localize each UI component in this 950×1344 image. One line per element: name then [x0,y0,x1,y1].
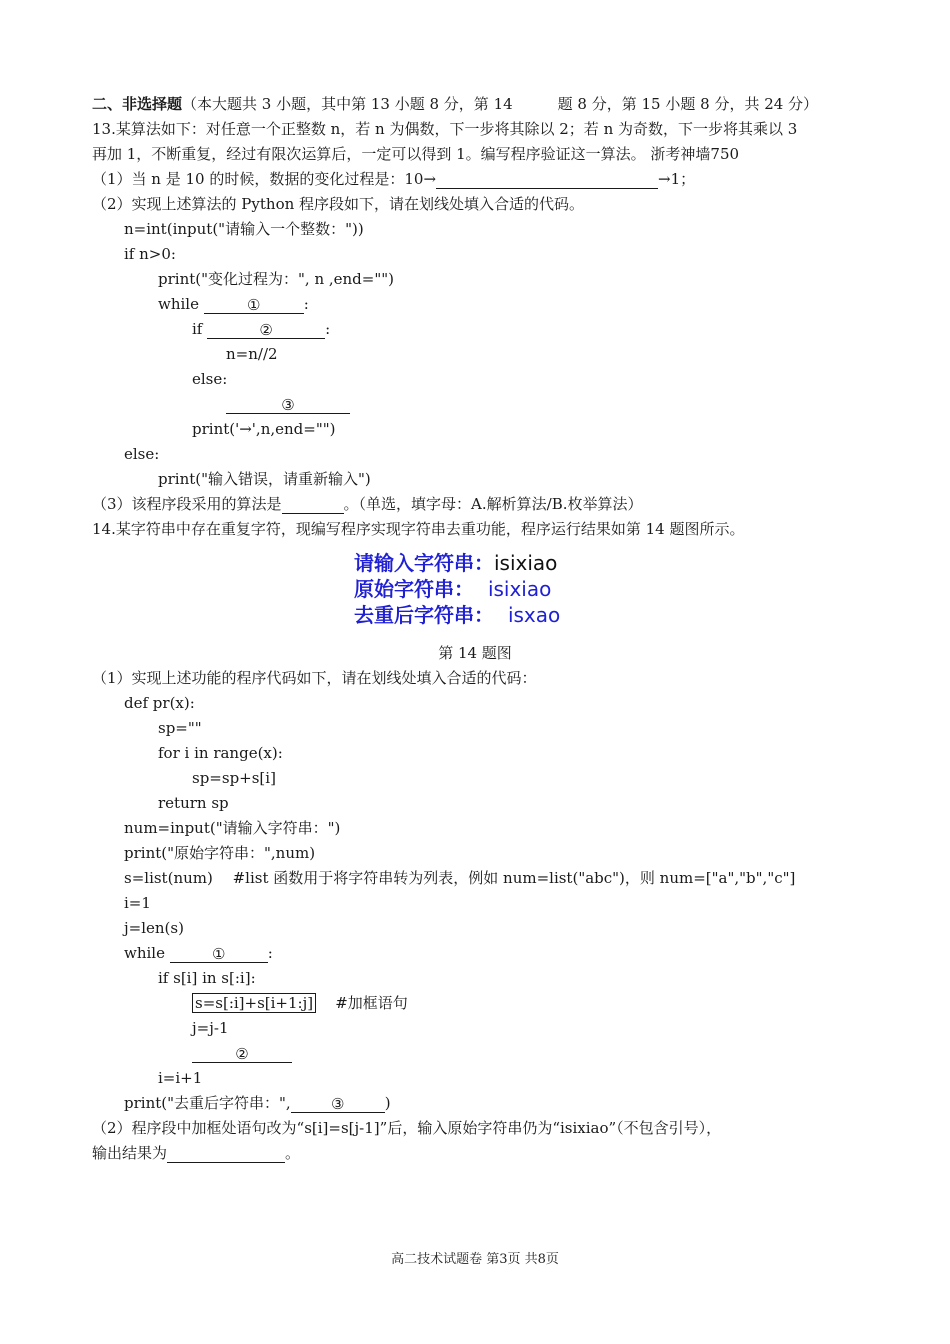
q14-part2-line1: （2）程序段中加框处语句改为“s[i]=s[j-1]”后，输入原始字符串仍为“isixiao”（不包含引号）， [92,1119,722,1137]
q13-code-line: else: [124,445,160,463]
q14-code-line: j=len(s) [124,919,184,937]
q13-code-line: else: [192,370,228,388]
q14-code-boxed-line [192,993,408,1013]
q13-blank-2[interactable]: ② [207,320,325,339]
q13-code-line: if n>0: [124,245,176,263]
q14-code-line: sp=sp+s[i] [192,769,276,787]
console-output-line [354,576,551,602]
q14-code-print: print("去重后字符串：", ③ ) [124,1094,391,1113]
q14-code-line: s=list(num) #list 函数用于将字符串转为列表，例如 num=list("abc")，则 num=["a","b","c"] [124,869,796,887]
q13-code-line: print("输入错误，请重新输入") [158,470,371,488]
q14-code-line: i=i+1 [158,1069,203,1087]
q13-text-line2: 再加 1，不断重复，经过有限次运算后，一定可以得到 1。编写程序验证这一算法。 浙考神墙750 [92,145,740,163]
q13-part3: （3）该程序段采用的算法是 。（单选，填字母：A.解析算法/B.枚举算法） [92,495,643,513]
q14-blank-2[interactable]: ② [192,1044,292,1063]
q13-part1-suffix: →1； [658,170,696,188]
q13-code-keyword: while [158,295,199,313]
q13-part1-prefix: （1）当 n 是 10 的时候，数据的变化过程是：10→ [92,170,437,188]
q14-code-keyword: while [124,944,165,962]
q14-code-line: j=j-1 [192,1019,229,1037]
q13-code-line: print('→',n,end="") [192,420,336,438]
q13-code-if: if ② : [192,320,331,339]
console-label: 请输入字符串： [354,551,494,575]
q14-blank-3[interactable]: ③ [291,1094,385,1113]
q13-code-blank-line [226,394,350,414]
q14-part2-line2: 输出结果为 。 [92,1144,301,1162]
console-value: isxao [507,603,561,627]
q13-blank-3[interactable]: ③ [226,395,350,414]
console-label: 原始字符串： [354,577,474,601]
page-footer: 高二技术试题卷 第3页 共8页 [391,1252,559,1267]
console-output-line [354,602,560,628]
q14-code-line: print("原始字符串：",num) [124,844,316,862]
q13-code-line: n=n//2 [226,345,278,363]
q13-text-line1: 13.某算法如下：对任意一个正整数 n，若 n 为偶数，下一步将其除以 2；若 n 为奇数，下一步将其乘以 3 [92,120,798,138]
q13-part1-answer-blank[interactable] [436,170,658,189]
q13-code-keyword: if [192,320,203,338]
figure-caption: 第 14 题图 [438,644,512,662]
q14-code-line: def pr(x): [124,694,195,712]
q14-code-blank-line [192,1043,292,1063]
console-value: isixiao [494,551,558,575]
boxed-statement: s=s[:i]+s[i+1:j] [192,993,316,1013]
q14-code-line: for i in range(x): [158,744,283,762]
section-title: 二、非选择题 [92,95,183,113]
console-output-line [354,550,557,576]
q14-code-line: if s[i] in s[:i]: [158,969,256,987]
q14-part2-answer-blank[interactable] [167,1144,285,1163]
q14-code-line: num=input("请输入字符串：") [124,819,341,837]
q14-code-line: return sp [158,794,229,812]
q13-code-line: n=int(input("请输入一个整数：")) [124,220,364,238]
q14-part1: （1）实现上述功能的程序代码如下，请在划线处填入合适的代码： [92,669,537,687]
q13-code-line: print("变化过程为：", n ,end="") [158,270,395,288]
q14-code-line: i=1 [124,894,151,912]
q13-blank-1[interactable]: ① [204,295,304,314]
console-value: isixiao [487,577,552,601]
q14-intro: 14.某字符串中存在重复字符，现编写程序实现字符串去重功能，程序运行结果如第 14 题图所示。 [92,520,745,538]
q13-part2: （2）实现上述算法的 Python 程序段如下，请在划线处填入合适的代码。 [92,195,585,213]
section-header [92,94,818,114]
q14-code-line: sp="" [158,719,202,737]
q13-part1 [92,169,695,189]
q14-code-while: while ① : [124,944,273,963]
code-comment: #加框语句 [335,994,408,1012]
q13-code-while: while ① : [158,295,309,314]
console-label: 去重后字符串： [354,603,494,627]
section-note: （本大题共 3 小题，其中第 13 小题 8 分，第 14 题 8 分，第 15 小题 8 分，共 24 分） [182,95,819,113]
q14-blank-1[interactable]: ① [170,944,268,963]
q13-part3-answer-blank[interactable] [282,495,344,514]
